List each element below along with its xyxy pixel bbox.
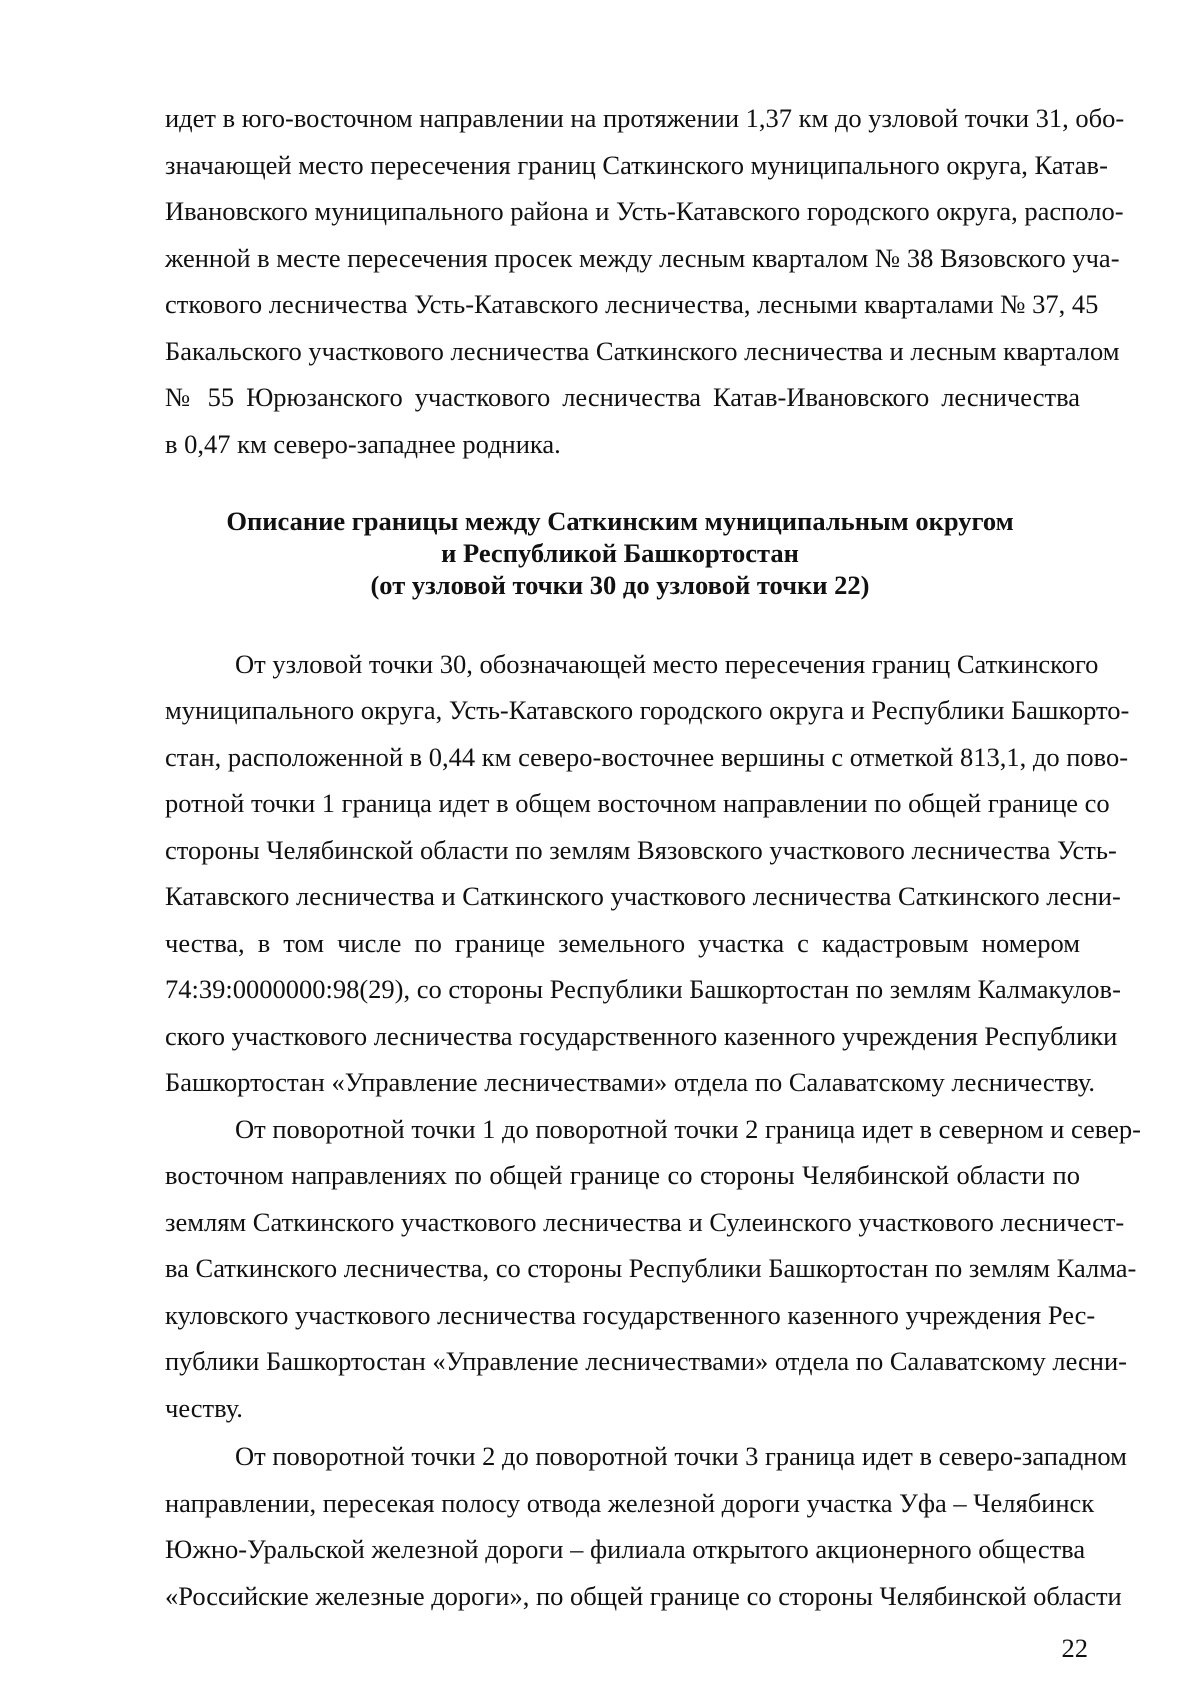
- heading-line: (от узловой точки 30 до узловой точки 22): [370, 570, 870, 600]
- text-line: ва Саткинского лесничества, со стороны Республики Башкортостан по землям Калма-: [165, 1253, 1137, 1283]
- text-line: ского участкового лесничества государственного казенного учреждения Республики: [165, 1021, 1118, 1051]
- text-line: стан, расположенной в 0,44 км северо-восточнее вершины с отметкой 813,1, до пово-: [165, 742, 1129, 772]
- text-line: От поворотной точки 1 до поворотной точки 2 граница идет в северном и север-: [235, 1114, 1141, 1144]
- text-line: Катавского лесничества и Саткинского участкового лесничества Саткинского лесни-: [165, 881, 1121, 911]
- text-line: идет в юго-восточном направлении на протяжении 1,37 км до узловой точки 31, обо-: [165, 103, 1125, 133]
- text-line: От поворотной точки 2 до поворотной точки 3 граница идет в северо-западном: [235, 1441, 1127, 1471]
- text-line: Южно-Уральской железной дороги – филиала открытого акционерного общества: [165, 1534, 1086, 1564]
- text-line: публики Башкортостан «Управление лесничествами» отдела по Салаватскому лесни-: [165, 1346, 1127, 1376]
- page-number: 22: [1061, 1633, 1088, 1663]
- text-line: женной в месте пересечения просек между лесным кварталом № 38 Вязовского уча-: [165, 243, 1120, 273]
- text-line: куловского участкового лесничества государственного казенного учреждения Рес-: [165, 1300, 1096, 1330]
- text-line: стороны Челябинской области по землям Вязовского участкового лесничества Усть-: [165, 835, 1117, 865]
- text-line: № 55 Юрюзанского участкового лесничества Катав-Ивановского лесничества: [165, 382, 1080, 412]
- text-line: Башкортостан «Управление лесничествами» отдела по Салаватскому лесничеству.: [165, 1067, 1096, 1097]
- text-line: Бакальского участкового лесничества Саткинского лесничества и лесным кварталом: [165, 336, 1120, 366]
- text-line: «Российские железные дороги», по общей границе со стороны Челябинской области: [165, 1581, 1122, 1611]
- text-line: ротной точки 1 граница идет в общем восточном направлении по общей границе со: [165, 788, 1110, 818]
- heading-line: и Республикой Башкортостан: [441, 538, 799, 568]
- text-line: честву.: [165, 1393, 243, 1423]
- heading-line: Описание границы между Саткинским муниципальным округом: [226, 506, 1014, 536]
- text-line: чества, в том числе по границе земельного участка с кадастровым номером: [165, 928, 1080, 958]
- text-line: в 0,47 км северо-западнее родника.: [165, 429, 561, 459]
- text-line: сткового лесничества Усть-Катавского лесничества, лесными кварталами № 37, 45: [165, 289, 1099, 319]
- text-line: значающей место пересечения границ Саткинского муниципального округа, Катав-: [165, 150, 1108, 180]
- text-line: Ивановского муниципального района и Усть-Катавского городского округа, располо-: [165, 196, 1124, 226]
- text-line: 74:39:0000000:98(29), со стороны Республики Башкортостан по землям Калмакулов-: [165, 974, 1121, 1004]
- text-line: землям Саткинского участкового лесничества и Сулеинского участкового лесничест-: [165, 1207, 1125, 1237]
- text-line: муниципального округа, Усть-Катавского городского округа и Республики Башкорто-: [165, 695, 1130, 725]
- text-line: От узловой точки 30, обозначающей место пересечения границ Саткинского: [235, 649, 1099, 679]
- text-line: восточном направлениях по общей границе со стороны Челябинской области по: [165, 1160, 1080, 1190]
- text-line: направлении, пересекая полосу отвода железной дороги участка Уфа – Челябинск: [165, 1488, 1095, 1518]
